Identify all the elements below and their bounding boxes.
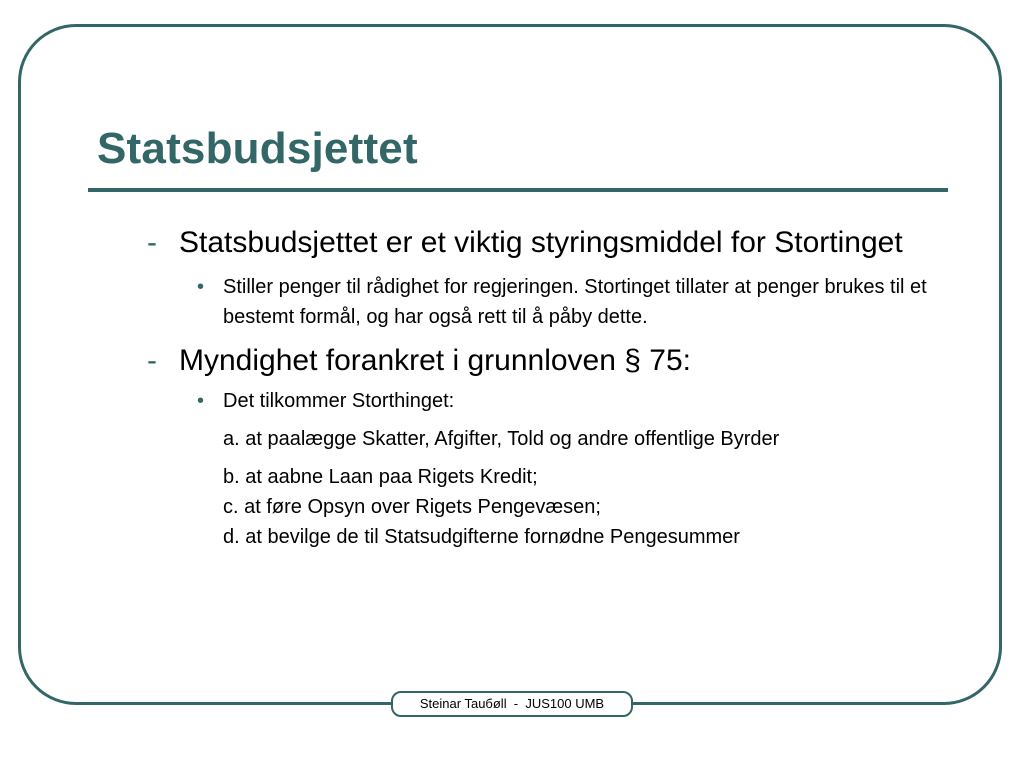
provision-d: d. at bevilge de til Statsudgifterne fornødne Pengesummer bbox=[223, 526, 740, 548]
bullet-marker: • bbox=[197, 390, 205, 412]
bullet-item-1-text: Statsbudsjettet er et viktig styringsmiddel for Stortinget bbox=[179, 226, 903, 259]
provision-c: c. at føre Opsyn over Rigets Pengevæsen; bbox=[223, 496, 601, 518]
slide-title: Statsbudsjettet bbox=[97, 124, 418, 173]
bullet-marker: • bbox=[197, 276, 205, 298]
slide-footer: Steinar Tauбøll - JUS100 UMB bbox=[391, 691, 633, 717]
sub-bullet-item-1-text: Stiller penger til rådighet for regjeringen. Stortinget tillater at penger brukes til et bestemt formål, og har også rett til å påby dette. bbox=[223, 276, 927, 328]
sub-bullet-item-2-text: Det tilkommer Storthinget: bbox=[223, 390, 455, 412]
bullet-item-1 bbox=[143, 222, 919, 264]
slide-content bbox=[143, 222, 1003, 552]
title-underline bbox=[88, 188, 948, 192]
dash-marker: - bbox=[147, 344, 157, 377]
dash-marker: - bbox=[147, 226, 157, 259]
sub-bullet-item-1 bbox=[197, 272, 993, 332]
bullet-item-2-text: Myndighet forankret i grunnloven § 75: bbox=[179, 344, 691, 377]
sub-bullet-item-2 bbox=[197, 386, 1003, 416]
bullet-item-2 bbox=[143, 340, 1003, 382]
provision-a: a. at paalægge Skatter, Afgifter, Told og andre offentlige Byrder bbox=[223, 428, 780, 450]
provision-b: b. at aabne Laan paa Rigets Kredit; bbox=[223, 466, 538, 488]
